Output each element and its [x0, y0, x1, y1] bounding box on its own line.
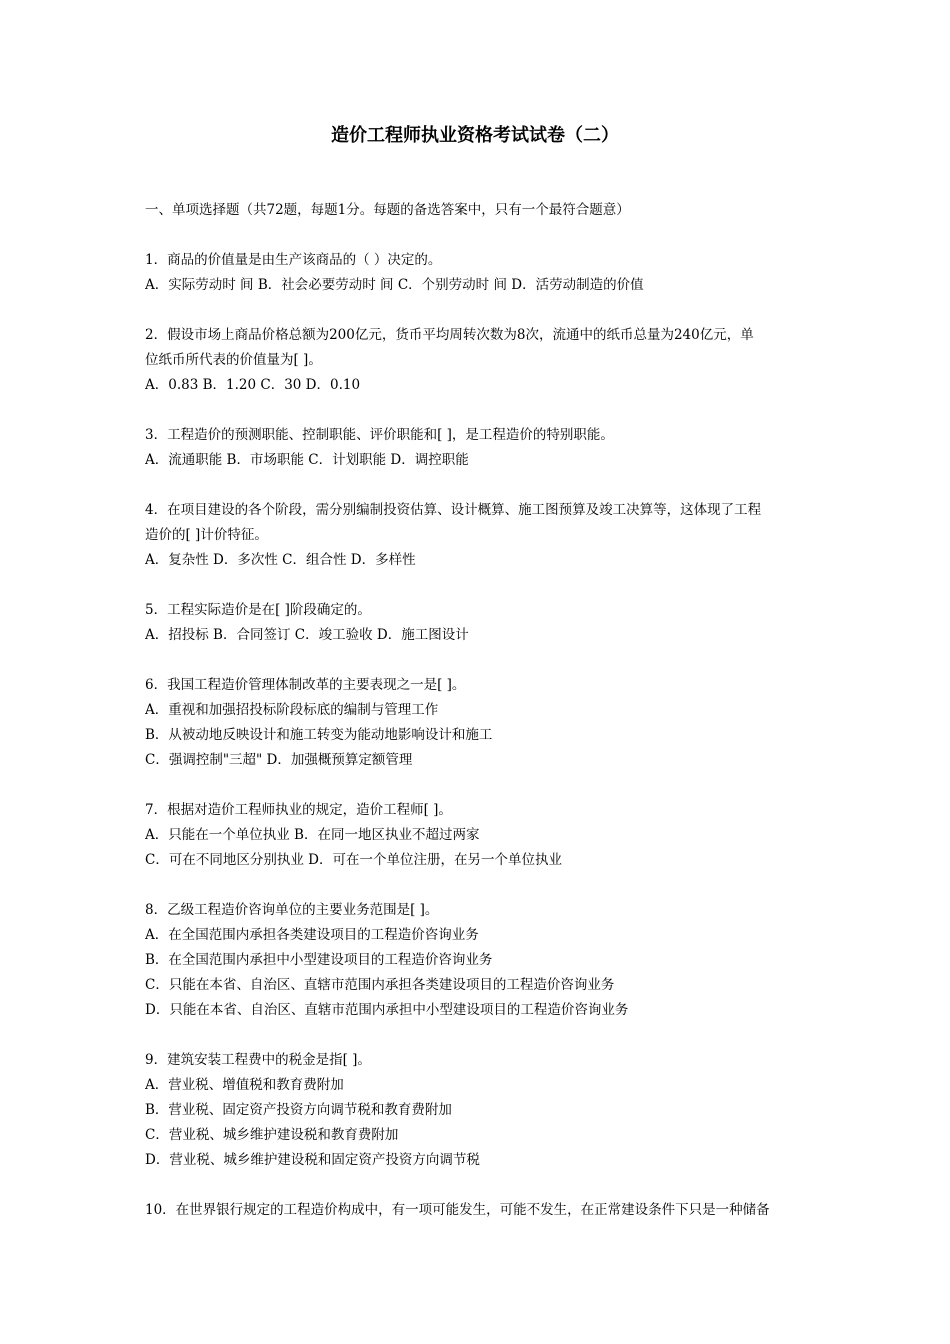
question-options: C．强调控制"三超" D．加强概预算定额管理 — [145, 752, 413, 768]
question-list — [145, 248, 810, 1223]
question-text: 4．在项目建设的各个阶段，需分别编制投资估算、设计概算、施工图预算及竣工决算等，这体现了工程 — [145, 502, 762, 518]
question-item — [145, 673, 810, 773]
question-text: 6．我国工程造价管理体制改革的主要表现之一是[ ]。 — [145, 677, 466, 693]
question-options: A．营业税、增值税和教育费附加 — [145, 1077, 344, 1093]
question-item — [145, 248, 810, 298]
question-options: C．只能在本省、自治区、直辖市范围内承担各类建设项目的工程造价咨询业务 — [145, 977, 615, 993]
question-options: B．营业税、固定资产投资方向调节税和教育费附加 — [145, 1102, 452, 1118]
question-options: A．在全国范围内承担各类建设项目的工程造价咨询业务 — [145, 927, 479, 943]
question-options: A．0.83 B．1.20 C．30 D．0.10 — [145, 377, 361, 393]
question-item — [145, 1198, 810, 1223]
question-options: A．只能在一个单位执业 B．在同一地区执业不超过两家 — [145, 827, 480, 843]
question-text: 8．乙级工程造价咨询单位的主要业务范围是[ ]。 — [145, 902, 439, 918]
question-options: D．营业税、城乡维护建设税和固定资产投资方向调节税 — [145, 1152, 480, 1168]
section-heading: 一、单项选择题（共72题，每题1分。每题的备选答案中，只有一个最符合题意） — [145, 202, 630, 218]
question-text: 1．商品的价值量是由生产该商品的（ ）决定的。 — [145, 252, 442, 268]
question-options: A．流通职能 B．市场职能 C．计划职能 D．调控职能 — [145, 452, 469, 468]
question-options: A．重视和加强招投标阶段标底的编制与管理工作 — [145, 702, 439, 718]
question-options: B．在全国范围内承担中小型建设项目的工程造价咨询业务 — [145, 952, 493, 968]
question-text: 造价的[ ]计价特征。 — [145, 527, 268, 543]
question-text: 7．根据对造价工程师执业的规定，造价工程师[ ]。 — [145, 802, 452, 818]
question-text: 位纸币所代表的价值量为[ ]。 — [145, 352, 322, 368]
question-item — [145, 423, 810, 473]
question-item — [145, 498, 810, 573]
question-item — [145, 598, 810, 648]
question-options: B．从被动地反映设计和施工转变为能动地影响设计和施工 — [145, 727, 493, 743]
question-options: D．只能在本省、自治区、直辖市范围内承担中小型建设项目的工程造价咨询业务 — [145, 1002, 629, 1018]
question-text: 9．建筑安装工程费中的税金是指[ ]。 — [145, 1052, 371, 1068]
question-options: C．可在不同地区分别执业 D．可在一个单位注册，在另一个单位执业 — [145, 852, 562, 868]
document-title: 造价工程师执业资格考试试卷（二） — [331, 125, 619, 146]
question-text: 5．工程实际造价是在[ ]阶段确定的。 — [145, 602, 371, 618]
question-text: 10．在世界银行规定的工程造价构成中，有一项可能发生，可能不发生，在正常建设条件下只是一种储备 — [145, 1202, 770, 1218]
question-item — [145, 323, 810, 398]
question-text: 3．工程造价的预测职能、控制职能、评价职能和[ ]，是工程造价的特别职能。 — [145, 427, 614, 443]
question-item — [145, 798, 810, 873]
question-text: 2．假设市场上商品价格总额为200亿元，货币平均周转次数为8次，流通中的纸币总量为240亿元，单 — [145, 327, 754, 343]
question-item — [145, 1048, 810, 1173]
question-options: A．招投标 B．合同签订 C．竣工验收 D．施工图设计 — [145, 627, 469, 643]
question-options: A．复杂性 D．多次性 C．组合性 D．多样性 — [145, 552, 416, 568]
question-item — [145, 898, 810, 1023]
question-options: C．营业税、城乡维护建设税和教育费附加 — [145, 1127, 399, 1143]
question-options: A．实际劳动时 间 B．社会必要劳动时 间 C．个别劳动时 间 D．活劳动制造的价值 — [145, 277, 644, 293]
document-body — [145, 198, 810, 1223]
